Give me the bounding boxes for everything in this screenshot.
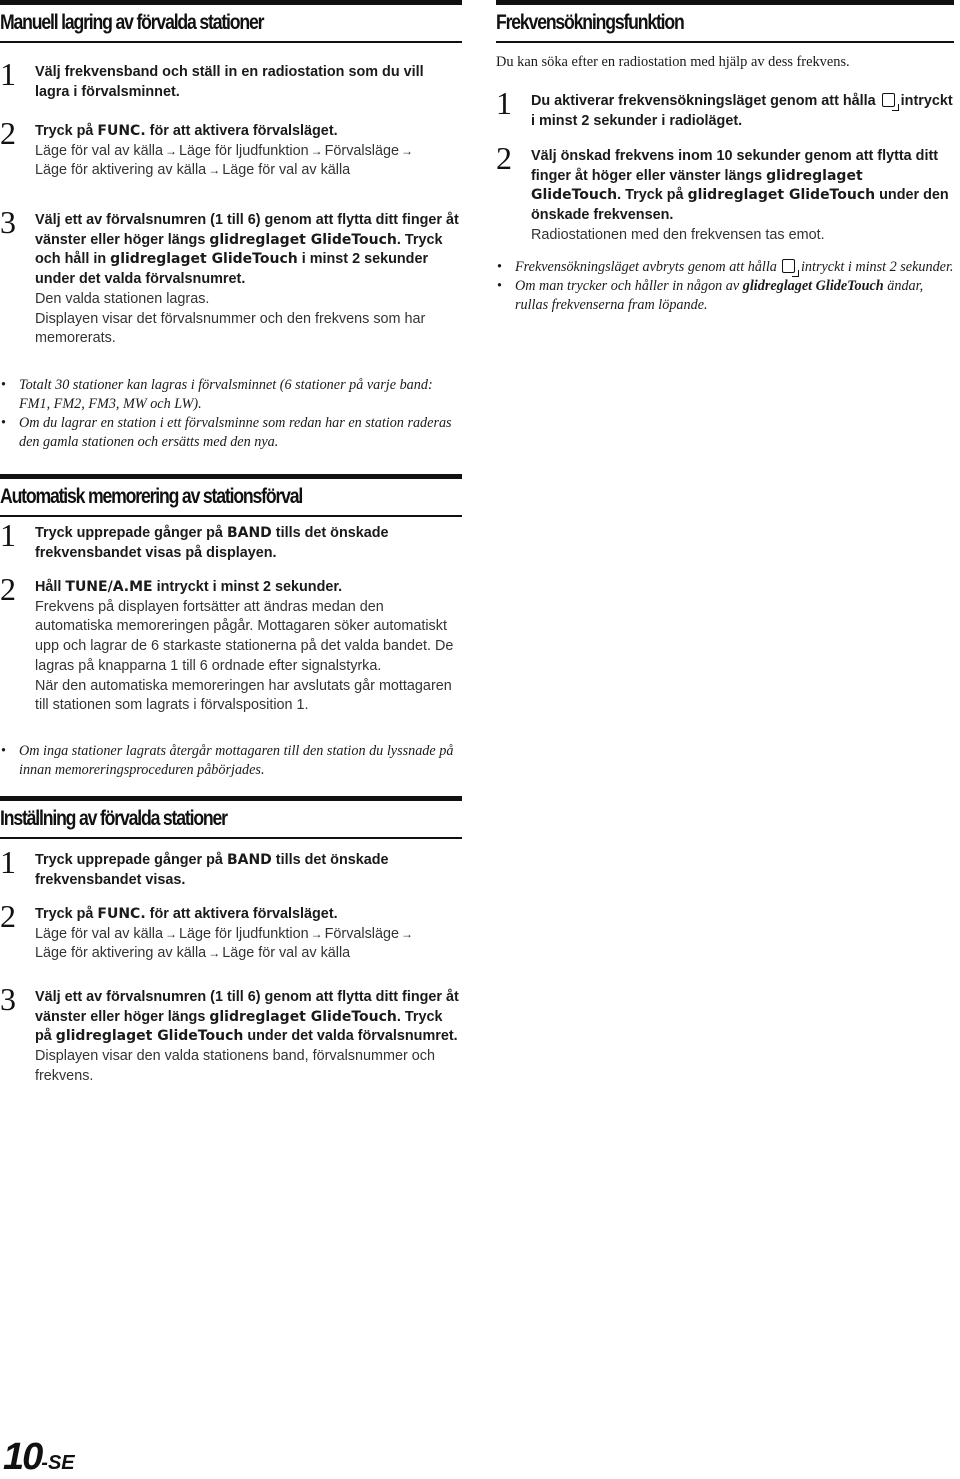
glidetouch-key: glidreglaget GlideTouch bbox=[687, 187, 876, 204]
step-text: Tryck upprepade gånger på bbox=[35, 525, 227, 541]
bullet-icon: • bbox=[497, 259, 502, 275]
func-key: FUNC. bbox=[97, 906, 146, 922]
step-number: 1 bbox=[0, 517, 16, 553]
manual-notes bbox=[0, 376, 462, 452]
step-text: Tryck på bbox=[35, 906, 98, 922]
section-underline bbox=[0, 837, 462, 839]
glidetouch-key: glidreglaget GlideTouch bbox=[209, 1008, 397, 1025]
bullet-icon: • bbox=[1, 743, 6, 759]
step-number: 2 bbox=[0, 115, 16, 151]
step-text: Tryck på bbox=[35, 123, 98, 139]
step-result: Radiostationen med den frekvensen tas emot. bbox=[531, 226, 825, 243]
note-text: Om inga stationer lagrats återgår mottagaren till den station du lyssnade på innan memoreringsproceduren påbörjades. bbox=[19, 743, 454, 778]
tune-key: TUNE/A.ME bbox=[65, 579, 153, 595]
note-text: ändar, rullas frekvenserna fram löpande. bbox=[515, 278, 924, 313]
note-item bbox=[0, 414, 462, 452]
glidetouch-key: glidreglaget GlideTouch bbox=[110, 251, 298, 268]
step-text: för att aktivera förvalsläget. bbox=[145, 906, 338, 922]
step-text: under den önskade frekvensen. bbox=[531, 187, 949, 224]
step-number: 1 bbox=[0, 56, 16, 92]
step-number: 3 bbox=[0, 204, 16, 240]
step-text: Välj ett av förvalsnumren (1 till 6) genom att flytta ditt finger åt vänster eller höger längs bbox=[35, 989, 459, 1025]
manual-preset-section bbox=[0, 0, 462, 43]
note-item bbox=[496, 258, 954, 277]
step-number: 1 bbox=[0, 844, 16, 880]
step-text: Tryck upprepade gånger på bbox=[35, 852, 227, 868]
note-item bbox=[0, 742, 462, 780]
mode-chain-item: Läge för val av källa bbox=[222, 945, 351, 962]
step-result: När den automatiska memoreringen har avslutats går mottagaren till stationen som lagrats i förvalsposition 1. bbox=[35, 677, 452, 714]
note-text: Om man trycker och håller in någon av bbox=[515, 278, 743, 294]
section-underline bbox=[496, 41, 954, 43]
glidetouch-key: glidreglaget GlideTouch bbox=[55, 1028, 244, 1045]
mode-chain-item: Förvalsläge bbox=[324, 142, 399, 159]
mode-chain-item: Läge för val av källa bbox=[35, 142, 163, 159]
section-title: Automatisk memorering av stationsförval bbox=[0, 485, 303, 508]
arrow-right-icon: → bbox=[208, 946, 221, 961]
step-number: 3 bbox=[0, 981, 16, 1017]
arrow-right-icon: → bbox=[310, 926, 323, 941]
step-number: 2 bbox=[0, 571, 16, 607]
section-title: Frekvensökningsfunktion bbox=[496, 11, 684, 34]
preset-button-icon bbox=[882, 93, 895, 107]
step-text: Välj ett av förvalsnumren (1 till 6) genom att flytta ditt finger åt vänster eller höger längs bbox=[35, 212, 459, 248]
step-text: tills det önskade frekvensbandet visas. bbox=[35, 852, 389, 888]
step-text: . Tryck och håll in bbox=[35, 231, 443, 268]
step-result: Den valda stationen lagras. bbox=[35, 290, 210, 307]
bullet-icon: • bbox=[1, 415, 6, 431]
section-rule bbox=[0, 474, 462, 479]
step-text: tills det önskade frekvensbandet visas på displayen. bbox=[35, 525, 389, 561]
mode-chain-item: Läge för val av källa bbox=[35, 925, 163, 942]
note-item bbox=[496, 277, 954, 315]
section-intro: Du kan söka efter en radiostation med hjälp av dess frekvens. bbox=[496, 54, 850, 70]
auto-notes bbox=[0, 742, 462, 780]
freq-notes bbox=[496, 258, 954, 315]
auto-memory-section bbox=[0, 474, 462, 517]
bullet-icon: • bbox=[497, 278, 502, 294]
func-key: FUNC. bbox=[97, 123, 146, 139]
band-key: BAND bbox=[226, 852, 272, 868]
section-underline bbox=[0, 515, 462, 517]
glidetouch-key: glidreglaget GlideTouch bbox=[209, 231, 397, 248]
step-text: intryckt i minst 2 sekunder. bbox=[152, 579, 343, 595]
page-number bbox=[3, 1436, 75, 1479]
step-text: . Tryck på bbox=[617, 187, 688, 204]
section-title: Inställning av förvalda stationer bbox=[0, 807, 227, 830]
mode-chain-item: Läge för ljudfunktion bbox=[179, 142, 309, 159]
step-result: Frekvens på displayen fortsätter att ändras medan den automatiska memoreringen pågår. Mottagaren söker automatiskt upp och lagrar de 6 starkaste stationerna på det valda bandet. De lagras på knapparna 1 till 6 ordnade efter signalstyrka. bbox=[35, 598, 454, 674]
glidetouch-key: glidreglaget GlideTouch bbox=[531, 167, 863, 204]
mode-chain-item: Förvalsläge bbox=[324, 925, 399, 942]
mode-chain-item: Läge för ljudfunktion bbox=[179, 925, 309, 942]
step-text: Håll bbox=[35, 579, 66, 595]
note-text: Frekvensökningsläget avbryts genom att hålla bbox=[515, 259, 781, 275]
mode-chain-item: Läge för aktivering av källa bbox=[35, 945, 207, 962]
preset-button-icon bbox=[782, 259, 795, 273]
step-text: intryckt i minst 2 sekunder i radioläget. bbox=[531, 93, 953, 129]
bullet-icon: • bbox=[1, 377, 6, 393]
freq-step-2 bbox=[496, 140, 954, 246]
step-text: Välj frekvensband och ställ in en radiostation som du vill lagra i förvalsminnet. bbox=[35, 64, 424, 100]
step-number: 2 bbox=[496, 140, 512, 176]
manual-step-3 bbox=[0, 204, 462, 349]
arrow-right-icon: → bbox=[165, 143, 177, 158]
note-item bbox=[0, 376, 462, 414]
step-text: i minst 2 sekunder under det valda förvalsnumret. bbox=[35, 251, 429, 288]
step-number: 2 bbox=[0, 898, 16, 934]
arrow-right-icon: → bbox=[165, 926, 177, 941]
auto-step-1 bbox=[0, 517, 462, 563]
frequency-search-section bbox=[496, 0, 954, 43]
step-text: Välj önskad frekvens inom 10 sekunder genom att flytta ditt finger åt höger eller vänster längs bbox=[531, 148, 939, 184]
section-title: Manuell lagring av förvalda stationer bbox=[0, 11, 264, 34]
arrow-right-icon: → bbox=[401, 143, 413, 158]
step-result: Displayen visar det förvalsnummer och den frekvens som har memorerats. bbox=[35, 310, 426, 347]
step-text: för att aktivera förvalsläget. bbox=[145, 123, 338, 139]
step-number: 1 bbox=[496, 85, 512, 121]
tune-step-1 bbox=[0, 844, 462, 890]
tune-step-3 bbox=[0, 981, 462, 1087]
note-text: intryckt i minst 2 sekunder. bbox=[797, 259, 954, 275]
page-language-suffix: -SE bbox=[41, 1452, 75, 1474]
step-result: Displayen visar den valda stationens band, förvalsnummer och frekvens. bbox=[35, 1048, 435, 1084]
note-text: Totalt 30 stationer kan lagras i förvalsminnet (6 stationer på varje band: FM1, FM2, FM3, MW och LW). bbox=[19, 377, 433, 412]
section-rule bbox=[0, 0, 462, 5]
arrow-right-icon: → bbox=[401, 926, 413, 941]
section-rule bbox=[496, 0, 954, 5]
page-number-value: 10 bbox=[3, 1436, 42, 1478]
preset-tuning-section bbox=[0, 796, 462, 839]
mode-chain-item: Läge för val av källa bbox=[222, 162, 351, 179]
band-key: BAND bbox=[226, 525, 272, 541]
section-rule bbox=[0, 796, 462, 801]
mode-chain-item: Läge för aktivering av källa bbox=[35, 162, 207, 179]
section-underline bbox=[0, 41, 462, 43]
step-text: . Tryck på bbox=[35, 1008, 443, 1045]
arrow-right-icon: → bbox=[208, 163, 221, 178]
arrow-right-icon: → bbox=[310, 143, 323, 158]
manual-step-1 bbox=[0, 56, 462, 102]
step-text: Du aktiverar frekvensökningsläget genom att hålla bbox=[531, 93, 880, 109]
note-text: Om du lagrar en station i ett förvalsminne som redan har en station raderas den gamla stationen och ersätts med den nya. bbox=[19, 415, 452, 450]
step-text: under det valda förvalsnumret. bbox=[243, 1028, 458, 1045]
manual-step-2 bbox=[0, 115, 462, 181]
auto-step-2 bbox=[0, 571, 462, 716]
freq-step-1 bbox=[496, 85, 954, 131]
tune-step-2 bbox=[0, 898, 462, 964]
glidetouch-key: glidreglaget GlideTouch bbox=[742, 278, 884, 294]
